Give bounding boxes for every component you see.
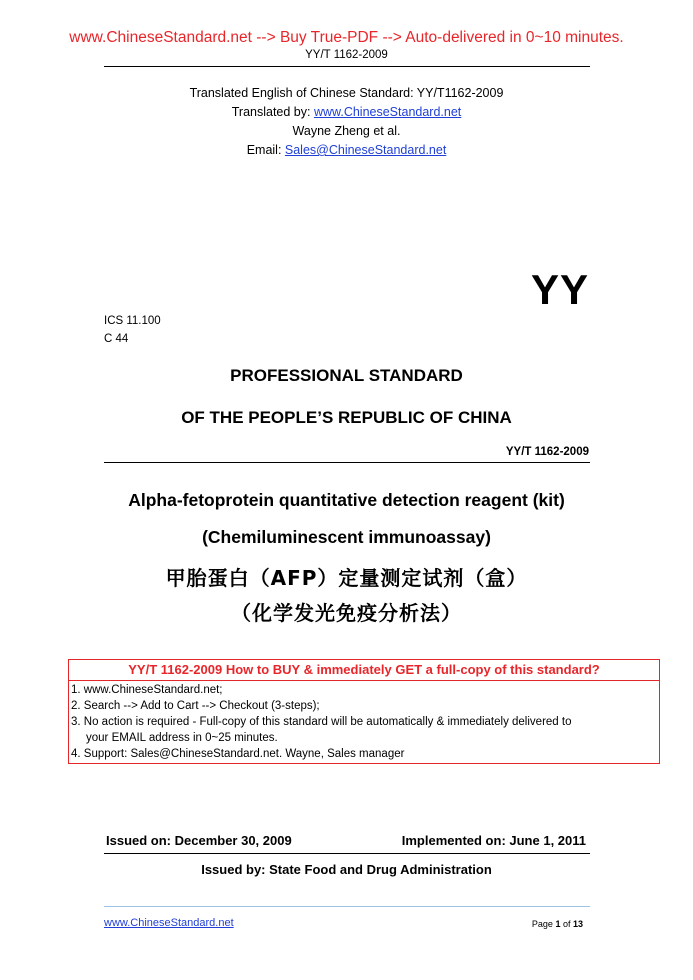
buy-step-1: 1. www.ChineseStandard.net;: [71, 684, 223, 696]
header-rule: [104, 66, 590, 67]
email-link[interactable]: Sales@ChineseStandard.net: [284, 143, 447, 157]
page-number: 1: [555, 919, 561, 929]
buy-steps-list: [71, 682, 571, 762]
buy-step-3: 3. No action is required - Full-copy of this standard will be automatically & immediately delivered to: [71, 716, 572, 728]
translation-block: [0, 84, 693, 160]
issued-date: Issued on: December 30, 2009: [106, 833, 292, 848]
ccs-code: C 44: [104, 333, 129, 345]
footer-rule: [104, 906, 590, 907]
heading-line-1: PROFESSIONAL STANDARD: [230, 366, 463, 385]
ics-code: ICS 11.100: [104, 315, 161, 327]
translator-name: Wayne Zheng et al.: [292, 124, 401, 138]
doc-number: YY/T 1162-2009: [505, 446, 589, 458]
title-en-1: Alpha-fetoprotein quantitative detection reagent (kit): [128, 490, 565, 510]
title-en-2: (Chemiluminescent immunoassay): [202, 527, 491, 547]
page-of: of: [560, 919, 573, 929]
page-prefix: Page: [531, 919, 556, 929]
title-cn-2: （化学发光免疫分析法）: [231, 601, 462, 625]
buy-step-3-cont: your EMAIL address in 0~25 minutes.: [86, 732, 278, 744]
page-indicator: [532, 919, 583, 929]
header-code: YY/T 1162-2009: [305, 49, 388, 61]
buy-box-title[interactable]: YY/T 1162-2009 How to BUY & immediately GET a full-copy of this standard?: [128, 662, 600, 677]
issuer: Issued by: State Food and Drug Administration: [201, 862, 492, 877]
buy-step-2: 2. Search --> Add to Cart --> Checkout (3-steps);: [71, 700, 320, 712]
email-label: Email:: [246, 143, 285, 157]
buy-instructions-box: [68, 659, 660, 764]
translation-line: Translated English of Chinese Standard: YY/T1162-2009: [189, 86, 504, 100]
translator-site-link[interactable]: www.ChineseStandard.net: [313, 105, 462, 119]
buy-step-4: 4. Support: Sales@ChineseStandard.net. Wayne, Sales manager: [71, 748, 405, 760]
email-line: [0, 141, 693, 160]
buy-box-divider: [69, 680, 659, 681]
translated-by-label: Translated by:: [231, 105, 314, 119]
title-cn-1: 甲胎蛋白（AFP）定量测定试剂（盒）: [165, 566, 528, 590]
top-banner[interactable]: www.ChineseStandard.net --> Buy True-PDF --> Auto-delivered in 0~10 minutes.: [69, 29, 624, 46]
standard-mark: YY: [530, 266, 589, 313]
heading-line-2: OF THE PEOPLE’S REPUBLIC OF CHINA: [181, 408, 512, 427]
doc-number-rule: [104, 462, 590, 463]
implemented-date: Implemented on: June 1, 2011: [401, 833, 586, 848]
translated-by-line: [0, 103, 693, 122]
dates-rule: [104, 853, 590, 854]
footer-site-link[interactable]: www.ChineseStandard.net: [104, 917, 234, 929]
page-total: 13: [572, 919, 583, 929]
